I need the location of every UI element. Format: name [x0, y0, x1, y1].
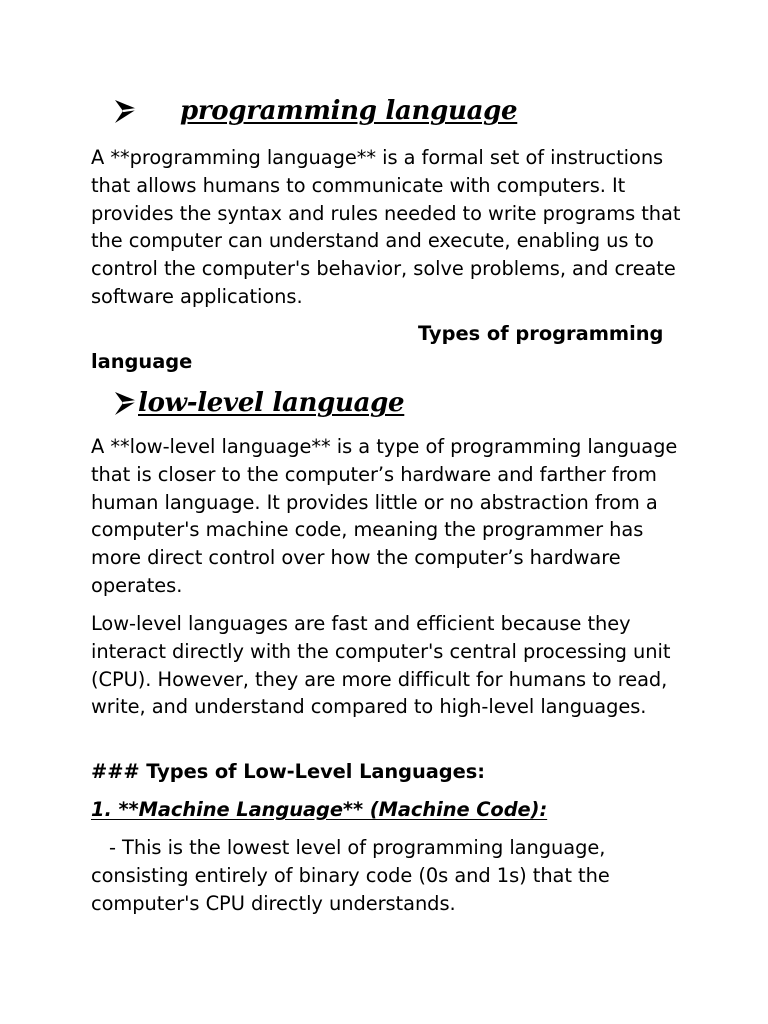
types-heading-line1: Types of programming: [418, 322, 664, 345]
arrow-bullet-icon: [112, 390, 138, 416]
machine-language-title-line: [91, 796, 689, 824]
machine-language-title: 1. **Machine Language** (Machine Code):: [91, 798, 548, 821]
machine-language-description-block: [91, 834, 689, 917]
paragraph-low-level-characteristics: Low-level languages are fast and efficient because they interact directly with the computer's central processing unit (CPU). However, they are more difficult for humans to read, write, and understand compared to high-level languages.: [91, 612, 671, 719]
arrow-bullet-icon: [112, 98, 138, 124]
paragraph-low-level-definition: A **low-level language** is a type of programming language that is closer to the computer’s hardware and farther from human language. It provides little or no abstraction from a computer's machine code, meaning the programmer has more direct control over how the computer’s hardware operates.: [91, 435, 678, 597]
heading-low-level-language: [112, 388, 404, 418]
machine-language-description: - This is the lowest level of programming language, consisting entirely of binary code (0s and 1s) that the computer's CPU directly understands.: [91, 836, 610, 915]
paragraph-programming-language: A **programming language** is a formal set of instructions that allows humans to communicate with computers. It provides the syntax and rules needed to write programs that the computer can understand and execute, enabling us to control the computer's behavior, solve problems, and create software applications.: [91, 146, 681, 308]
types-of-programming-language-heading: [91, 320, 689, 376]
types-of-low-level-languages-heading: ### Types of Low-Level Languages:: [91, 760, 485, 783]
types-heading-line2: language: [91, 350, 193, 373]
section-title-low-level-language: low-level language: [138, 388, 405, 418]
heading-programming-language: [112, 96, 517, 126]
section-title-programming-language: programming language: [180, 96, 518, 126]
